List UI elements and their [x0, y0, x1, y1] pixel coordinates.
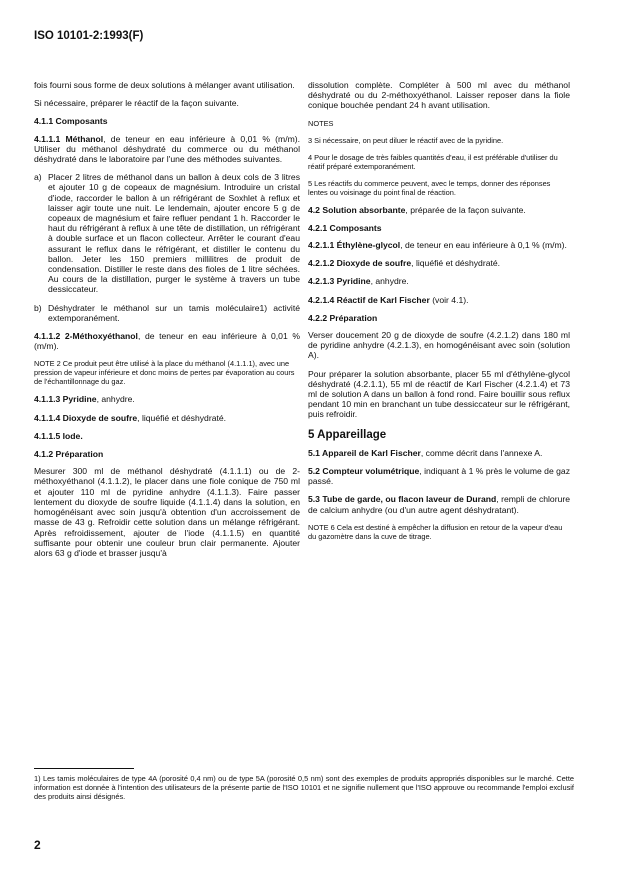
- section-4-2-1-3: 4.2.1.3 Pyridine, anhydre.: [308, 276, 409, 287]
- document-header: ISO 10101-2:1993(F): [34, 30, 144, 42]
- notes-heading: NOTES: [308, 118, 334, 128]
- section-4-1-1-5: 4.1.1.5 Iode.: [34, 430, 83, 441]
- list-item-a: a) Placer 2 litres de méthanol dans un ballon à deux cols de 3 litres et ajouter 10 g de copeaux de magnésium. Introduire un cristal d'iode, raccorder le ballon à un réfrigérant de Soxhlet à reflux et laisser agir toute une nuit. Le lendemain, ajouter encore 5 g de copeaux de magnésium et faire refluer pendant 1 h. Raccorder le haut du réfrigérant à reflux à une tête de distillation, un réfrigérant à double surface et un flacon collecteur. Arrêter le courant d'eau assurant le reflux dans le réfrigérant, et distiller le contenu du ballon. Jeter les 150 premiers millilitres de produit de condensation. Distiller le reste dans des fioles de 1 litre séchées. Au cours de la distillation, purger le système à travers un tube dessiccateur.: [34, 172, 300, 295]
- section-5-heading: 5 Appareillage: [308, 428, 387, 441]
- section-4-2-2-para-a: Verser doucement 20 g de dioxyde de soufre (4.2.1.2) dans 180 ml de pyridine anhydre (4.2.1.3), en homogénéisant avec soin (solution A).: [308, 330, 570, 361]
- continued-paragraph: dissolution complète. Compléter à 500 ml avec du méthanol déshydraté ou du 2-méthoxyéthanol. Laisser reposer dans la fiole conique bouchée pendant 24 h avant utilisation.: [308, 80, 570, 111]
- note-4: 4 Pour le dosage de très faibles quantités d'eau, il est préférable d'utiliser du réatif préparé extemporanément.: [308, 152, 558, 171]
- section-4-1-1-3: 4.1.1.3 Pyridine, anhydre.: [34, 394, 135, 405]
- footnote-divider: [34, 768, 134, 769]
- section-4-2-2-para-b: Pour préparer la solution absorbante, placer 55 ml d'éthylène-glycol déshydraté (4.2.1.1), 55 ml de réactif de Karl Fischer (4.2.1.4) et 73 ml de solution A dans un ballon à fond rond. Faire bouillir sous reflux pendant 10 min en branchant un tube dessiccateur sur le réfrigérant, puis refroidir.: [308, 368, 570, 420]
- section-4-2-2-heading: 4.2.2 Préparation: [308, 312, 378, 323]
- footnote: 1) Les tamis moléculaires de type 4A (porosité 0,4 nm) ou de type 5A (porosité 0,5 nm) sont des exemples de produits appropriés disponibles sur le marché. Cette information est donnée à l'intention des utilisateurs de la présente partie de l'ISO 10101 et ne signifie nullement que l'ISO approuve ou recommande l'emploi exclusif des produits ainsi désignés.: [34, 774, 574, 801]
- section-5-1: 5.1 Appareil de Karl Fischer, comme décrit dans l'annexe A.: [308, 447, 543, 458]
- section-4-1-1-heading: 4.1.1 Composants: [34, 116, 108, 127]
- section-4-1-1-2: 4.1.1.2 2-Méthoxyéthanol, de teneur en eau inférieure à 0,01 % (m/m).: [34, 331, 300, 352]
- section-4-2: 4.2 Solution absorbante, préparée de la façon suivante.: [308, 204, 526, 215]
- left-column: [34, 80, 300, 566]
- section-4-2-1-2: 4.2.1.2 Dioxyde de soufre, liquéfié et déshydraté.: [308, 258, 501, 269]
- note-2: NOTE 2 Ce produit peut être utilisé à la place du méthanol (4.1.1.1), avec une pression de vapeur inférieure et donc moins de pertes par évaporation au cours de l'échantillonnage du gaz.: [34, 359, 295, 387]
- note-3: 3 Si nécessaire, on peut diluer le réactif avec de la pyridine.: [308, 135, 504, 145]
- right-column: [308, 80, 570, 549]
- prep-paragraph: Si nécessaire, préparer le réactif de la façon suivante.: [34, 98, 239, 109]
- section-4-2-1-1: 4.2.1.1 Éthylène-glycol, de teneur en eau inférieure à 0,1 % (m/m).: [308, 240, 567, 251]
- page-number: 2: [34, 838, 41, 852]
- note-6: NOTE 6 Cela est destiné à empêcher la diffusion en retour de la vapeur d'eau du gazomètre dans la cuve de titrage.: [308, 522, 563, 541]
- list-item-b: b) Déshydrater le méthanol sur un tamis moléculaire1) activité extemporanément.: [34, 302, 300, 323]
- section-5-3: 5.3 Tube de garde, ou flacon laveur de Durand, rempli de chlorure de calcium anhydre (ou d'un autre agent déshydratant).: [308, 494, 570, 515]
- intro-paragraph: fois fourni sous forme de deux solutions à mélanger avant utilisation.: [34, 80, 295, 90]
- section-4-1-2-heading: 4.1.2 Préparation: [34, 449, 104, 460]
- section-4-1-1-1: 4.1.1.1 Méthanol, de teneur en eau inférieure à 0,01 % (m/m). Utiliser du méthanol déshydraté du commerce ou du méthanol déshydraté dans le laboratoire par l'une des méthodes suivantes.: [34, 133, 300, 165]
- note-5: 5 Les réactifs du commerce peuvent, avec le temps, donner des réponses lentes ou voisinage du point final de réaction.: [308, 178, 551, 197]
- section-5-2: 5.2 Compteur volumétrique, indiquant à 1 % près le volume de gaz passé.: [308, 466, 570, 487]
- section-4-2-1-heading: 4.2.1 Composants: [308, 222, 382, 233]
- section-4-1-1-4: 4.1.1.4 Dioxyde de soufre, liquéfié et déshydraté.: [34, 412, 227, 423]
- section-4-1-2-text: Mesurer 300 ml de méthanol déshydraté (4.1.1.1) ou de 2-méthoxyéthanol (4.1.1.2), le placer dans une fiole conique de 750 ml et ajouter 110 ml de pyridine anhydre (4.1.1.3). Faire passer lentement du dioxyde de soufre liquide (4.1.1.4) dans la solution, en homogénéisant avec soin jusqu'à obtention d'un accroissement de masse de 43 g. Refroidir cette solution dans un mélange réfrigérant. Après refroidissement, ajouter de l'iode (4.1.1.5) en quantité suffisante pour obtenir une couleur brun clair permanente. Ajouter alors 63 g d'iode et brasser jusqu'à: [34, 466, 300, 558]
- section-4-2-1-4: 4.2.1.4 Réactif de Karl Fischer (voir 4.1).: [308, 294, 469, 305]
